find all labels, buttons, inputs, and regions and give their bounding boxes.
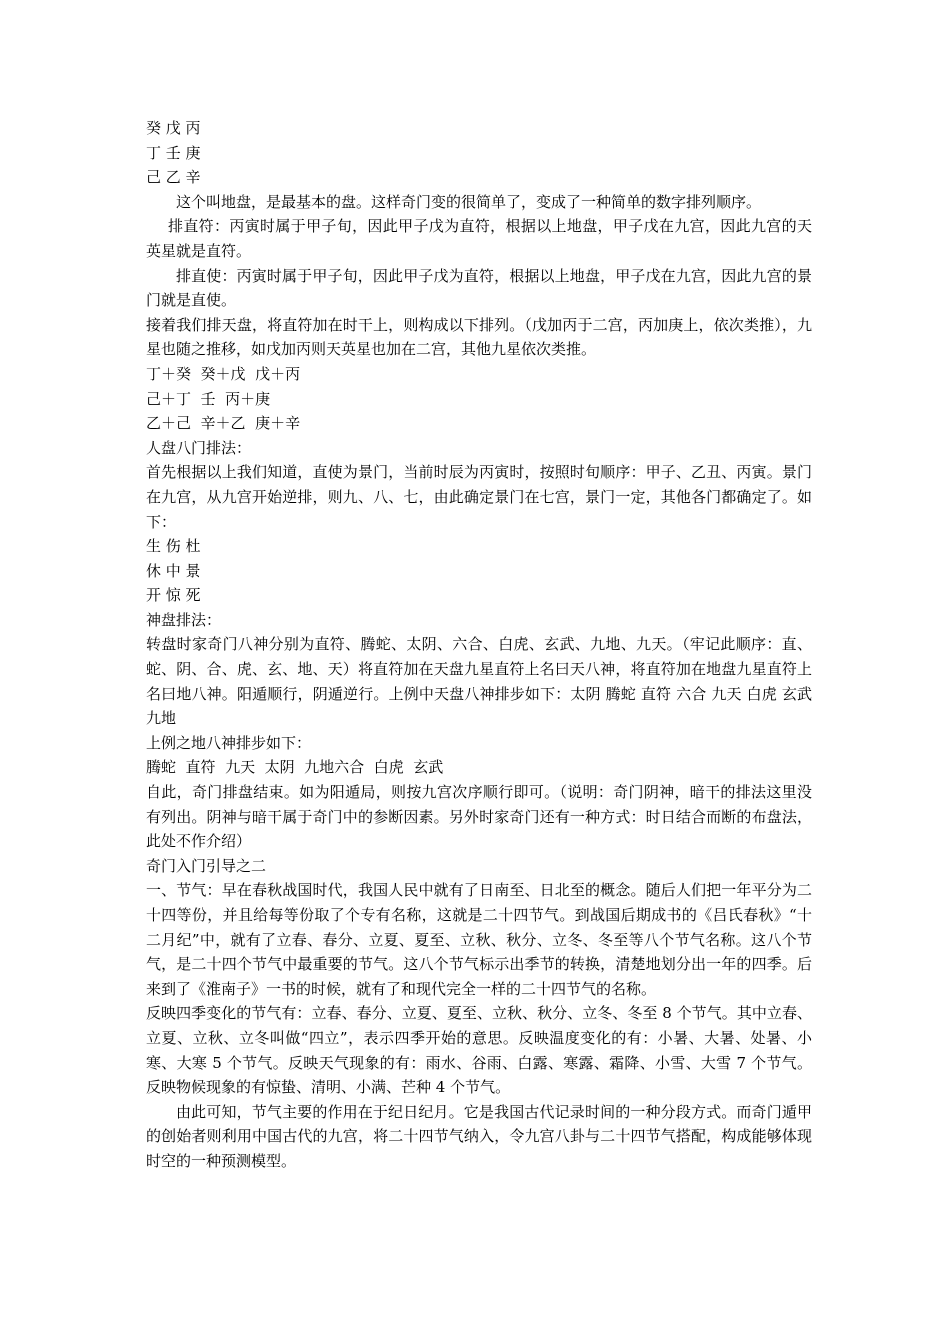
- human-plate-paragraph: 首先根据以上我们知道，直使为景门，当前时辰为丙寅时，按照时旬顺序：甲子、乙丑、丙寅。景门在九宫，从九宫开始逆排，则九、八、七，由此确定景门在七宫，景门一定，其他各门都确定了。如下：: [146, 463, 812, 531]
- gates-row-2: 休 中 景: [146, 561, 201, 580]
- heaven-plate-paragraph: 接着我们排天盘，将直符加在时干上，则构成以下排列。（戊加丙于二宫，丙加庚上，依次类推），九星也随之推移，如戊加丙则天英星也加在二宫，其他九星依次类推。: [146, 315, 812, 359]
- gates-row-1: 生 伤 杜: [146, 537, 201, 556]
- earth-plate-intro-paragraph: 这个叫地盘，是最基本的盘。这样奇门变的很简单了，变成了一种简单的数字排列顺序。: [176, 192, 762, 211]
- spirit-plate-heading: 神盘排法：: [146, 610, 222, 629]
- solar-terms-paragraph-1: 一、节气：早在春秋战国时代，我国人民中就有了日南至、日北至的概念。随后人们把一年平分为二十四等份，并且给每等份取了个专有名称，这就是二十四节气。到战国后期成书的《吕氏春秋》“十二月纪”中，就有了立春、春分、立夏、夏至、立秋、秋分、立冬、冬至等八个节气名称。这八个节气，是二十四个节气中最重要的节气。这八个节气标示出季节的转换，清楚地划分出一年的四季。后来到了《淮南子》一书的时候，就有了和现代完全一样的二十四节气的名称。: [146, 881, 812, 998]
- spirit-plate-paragraph: 转盘时家奇门八神分别为直符、腾蛇、太阴、六合、白虎、玄武、九地、九天。（牢记此顺序：直、蛇、阴、合、虎、玄、地、天）将直符加在天盘九星直符上名曰天八神，将直符加在地盘九星直符上名曰地八神。阳遁顺行，阴遁逆行。上例中天盘八神排步如下：太阴 腾蛇 直符 六合 九天 白虎 玄武 九地: [146, 635, 812, 728]
- human-plate-heading: 人盘八门排法：: [146, 438, 252, 457]
- earth-spirits-list: 腾蛇 直符 九天 太阴 九地六合 白虎 玄武: [146, 758, 444, 777]
- earth-spirits-intro: 上例之地八神排步如下：: [146, 733, 312, 752]
- solar-terms-paragraph-3: 由此可知，节气主要的作用在于纪日纪月。它是我国古代记录时间的一种分段方式。而奇门遁甲的创始者则利用中国古代的九宫，将二十四节气纳入，令九宫八卦与二十四节气搭配，构成能够体现时空的一种预测模型。: [146, 1102, 812, 1170]
- heaven-plate-row-2: 己＋丁 壬 丙＋庚: [146, 389, 271, 408]
- section-two-heading: 奇门入门引导之二: [146, 856, 267, 875]
- earth-plate-row-1: 癸 戊 丙: [146, 119, 201, 137]
- conclusion-paragraph: 自此，奇门排盘结束。如为阳遁局，则按九宫次序顺行即可。（说明：奇门阴神，暗干的排法这里没有列出。阴神与暗干属于奇门中的参断因素。另外时家奇门还有一种方式：时日结合而断的布盘法，此处不作介绍）: [146, 783, 812, 851]
- gates-row-3: 开 惊 死: [146, 586, 201, 605]
- earth-plate-row-2: 丁 壬 庚: [146, 143, 201, 162]
- document-page: [146, 116, 812, 1174]
- heaven-plate-row-1: 丁＋癸 癸＋戊 戊＋丙: [146, 364, 301, 383]
- zhishi-paragraph: 排直使：丙寅时属于甲子旬，因此甲子戊为直符，根据以上地盘，甲子戊在九宫，因此九宫的景门就是直使。: [146, 266, 812, 310]
- zhifu-paragraph: 排直符：丙寅时属于甲子旬，因此甲子戊为直符，根据以上地盘，甲子戊在九宫，因此九宫的天英星就是直符。: [146, 217, 812, 260]
- heaven-plate-row-3: 乙＋己 辛＋乙 庚＋辛: [146, 414, 301, 433]
- earth-plate-row-3: 己 乙 辛: [146, 168, 201, 187]
- solar-terms-paragraph-2: 反映四季变化的节气有：立春、春分、立夏、夏至、立秋、秋分、立冬、冬至 8 个节气。其中立春、立夏、立秋、立冬叫做“四立”，表示四季开始的意思。反映温度变化的有：小暑、大暑、处暑、小寒、大寒 5 个节气。反映天气现象的有：雨水、谷雨、白露、寒露、霜降、小雪、大雪 7 个节气。反映物候现象的有惊蛰、清明、小满、芒种 4 个节气。: [146, 1004, 812, 1097]
